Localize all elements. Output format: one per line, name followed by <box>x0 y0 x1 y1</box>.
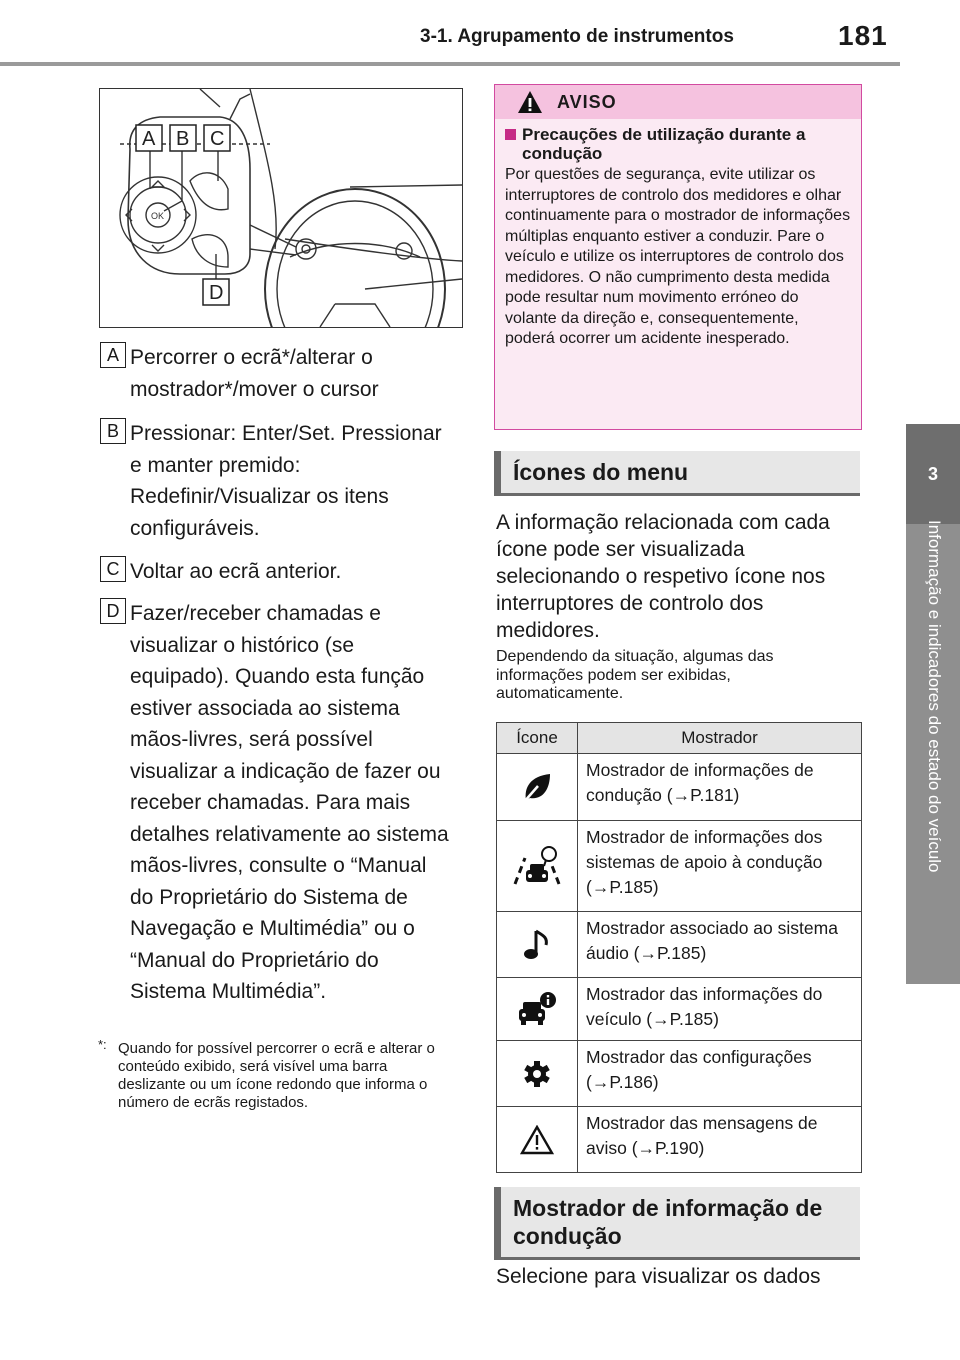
warning-subtitle-text: Precauções de utilização durante a condução <box>522 125 806 163</box>
music-note-icon <box>522 927 552 963</box>
icon-cell <box>497 821 578 912</box>
section-title-driving-info: Mostrador de informação de condução <box>513 1195 823 1249</box>
icon-cell <box>497 754 578 821</box>
warning-body: Por questões de segurança, evite utilizar os interruptores de controlo dos medidores e olhar continuamente para o mostrador de informações múltiplas enquanto estiver a conduzir. Pare o veículo e utilize os interruptores de controlo dos medidores. O não cumprimento desta medida pode resultar num movimento erróneo do volante da direção e, consequentemente, poderá ocorrer um acidente inesperado. <box>505 166 851 347</box>
callout-b: B <box>176 128 190 150</box>
section-heading-driving-info <box>494 1187 860 1260</box>
icon-cell <box>497 1107 578 1173</box>
marker-b: B <box>100 418 126 444</box>
leaf-icon <box>520 770 554 804</box>
warning-triangle-icon <box>517 90 543 114</box>
item-text-b: Pressionar: Enter/Set. Pressionar e manter premido: Redefinir/Visualizar os itens configuráveis. <box>130 422 442 540</box>
item-text-c: Voltar ao ecrã anterior. <box>130 560 342 583</box>
menu-intro: A informação relacionada com cada ícone pode ser visualizada selecionando o respetivo ícone nos interruptores de controlo dos medidores. <box>496 511 830 642</box>
vehicle-info-icon <box>517 991 557 1027</box>
item-text-d: Fazer/receber chamadas e visualizar o histórico (se equipado). Quando esta função estiver associada ao sistema mãos-livres, será possível visualizar a indicação de fazer ou receber chamadas. Para mais detalhes relativamente ao sistema mãos-livres, consulte o “Manual do Proprietário do Sistema de Navegação e Multimédia” ou o “Manual do Proprietário do Sistema Multimédia”. <box>130 602 449 1003</box>
callout-item-a <box>100 342 455 405</box>
header-display: Mostrador <box>578 723 862 754</box>
chapter-number: 3 <box>906 424 960 524</box>
icon-table <box>496 722 862 1173</box>
table-row <box>497 978 862 1041</box>
driving-intro: Selecione para visualizar os dados <box>496 1265 821 1288</box>
section-heading-menu-icons <box>494 451 860 496</box>
warning-label: AVISO <box>557 91 617 112</box>
warning-triangle-icon <box>520 1125 554 1155</box>
callout-item-c <box>100 556 455 588</box>
bullet-square-icon <box>505 129 516 140</box>
footnote <box>98 1037 458 1112</box>
chapter-title: Informação e indicadores do estado do veículo <box>925 520 944 873</box>
header-icon: Ícone <box>497 723 578 754</box>
table-header-row <box>497 723 862 754</box>
warning-header <box>495 85 861 119</box>
table-row <box>497 912 862 978</box>
running-header: 3-1. Agrupamento de instrumentos <box>420 26 734 47</box>
menu-note: Dependendo da situação, algumas das informações podem ser exibidas, automaticamente. <box>496 648 774 702</box>
section-title-menu-icons: Ícones do menu <box>513 459 689 485</box>
icon-cell <box>497 978 578 1041</box>
table-row <box>497 1107 862 1173</box>
warning-subtitle <box>495 119 861 163</box>
steering-switch-illustration <box>99 88 463 328</box>
callout-c: C <box>210 128 225 150</box>
table-row <box>497 1041 862 1107</box>
display-text: Mostrador das informações do veículo (→P.185) <box>578 978 862 1041</box>
warning-box <box>494 84 862 430</box>
icon-cell <box>497 912 578 978</box>
footnote-text: Quando for possível percorrer o ecrã e alterar o conteúdo exibido, será visível uma barra deslizante ou um ícone redondo que informa o número de ecrãs registados. <box>118 1040 435 1111</box>
footnote-marker: *: <box>98 1037 107 1052</box>
icon-cell <box>497 1041 578 1107</box>
callout-d: D <box>209 282 224 304</box>
display-text: Mostrador de informações dos sistemas de apoio à condução (→P.185) <box>578 821 862 912</box>
callout-a: A <box>142 128 156 150</box>
marker-a: A <box>100 342 126 368</box>
table-row <box>497 754 862 821</box>
marker-d: D <box>100 598 126 624</box>
display-text: Mostrador das configurações (→P.186) <box>578 1041 862 1107</box>
gear-icon <box>522 1059 552 1089</box>
driving-assist-icon <box>511 844 563 888</box>
ok-label: OK <box>151 211 165 221</box>
callout-item-b <box>100 418 455 544</box>
header-rule <box>0 62 900 66</box>
page-number: 181 <box>838 20 888 51</box>
display-text: Mostrador associado ao sistema áudio (→P.185) <box>578 912 862 978</box>
table-row <box>497 821 862 912</box>
callout-item-d <box>100 598 455 1008</box>
marker-c: C <box>100 556 126 582</box>
steering-switch-drawing <box>100 89 462 327</box>
display-text: Mostrador das mensagens de aviso (→P.190) <box>578 1107 862 1173</box>
item-text-a: Percorrer o ecrã*/alterar o mostrador*/mover o cursor <box>130 346 379 401</box>
display-text: Mostrador de informações de condução (→P.181) <box>578 754 862 821</box>
